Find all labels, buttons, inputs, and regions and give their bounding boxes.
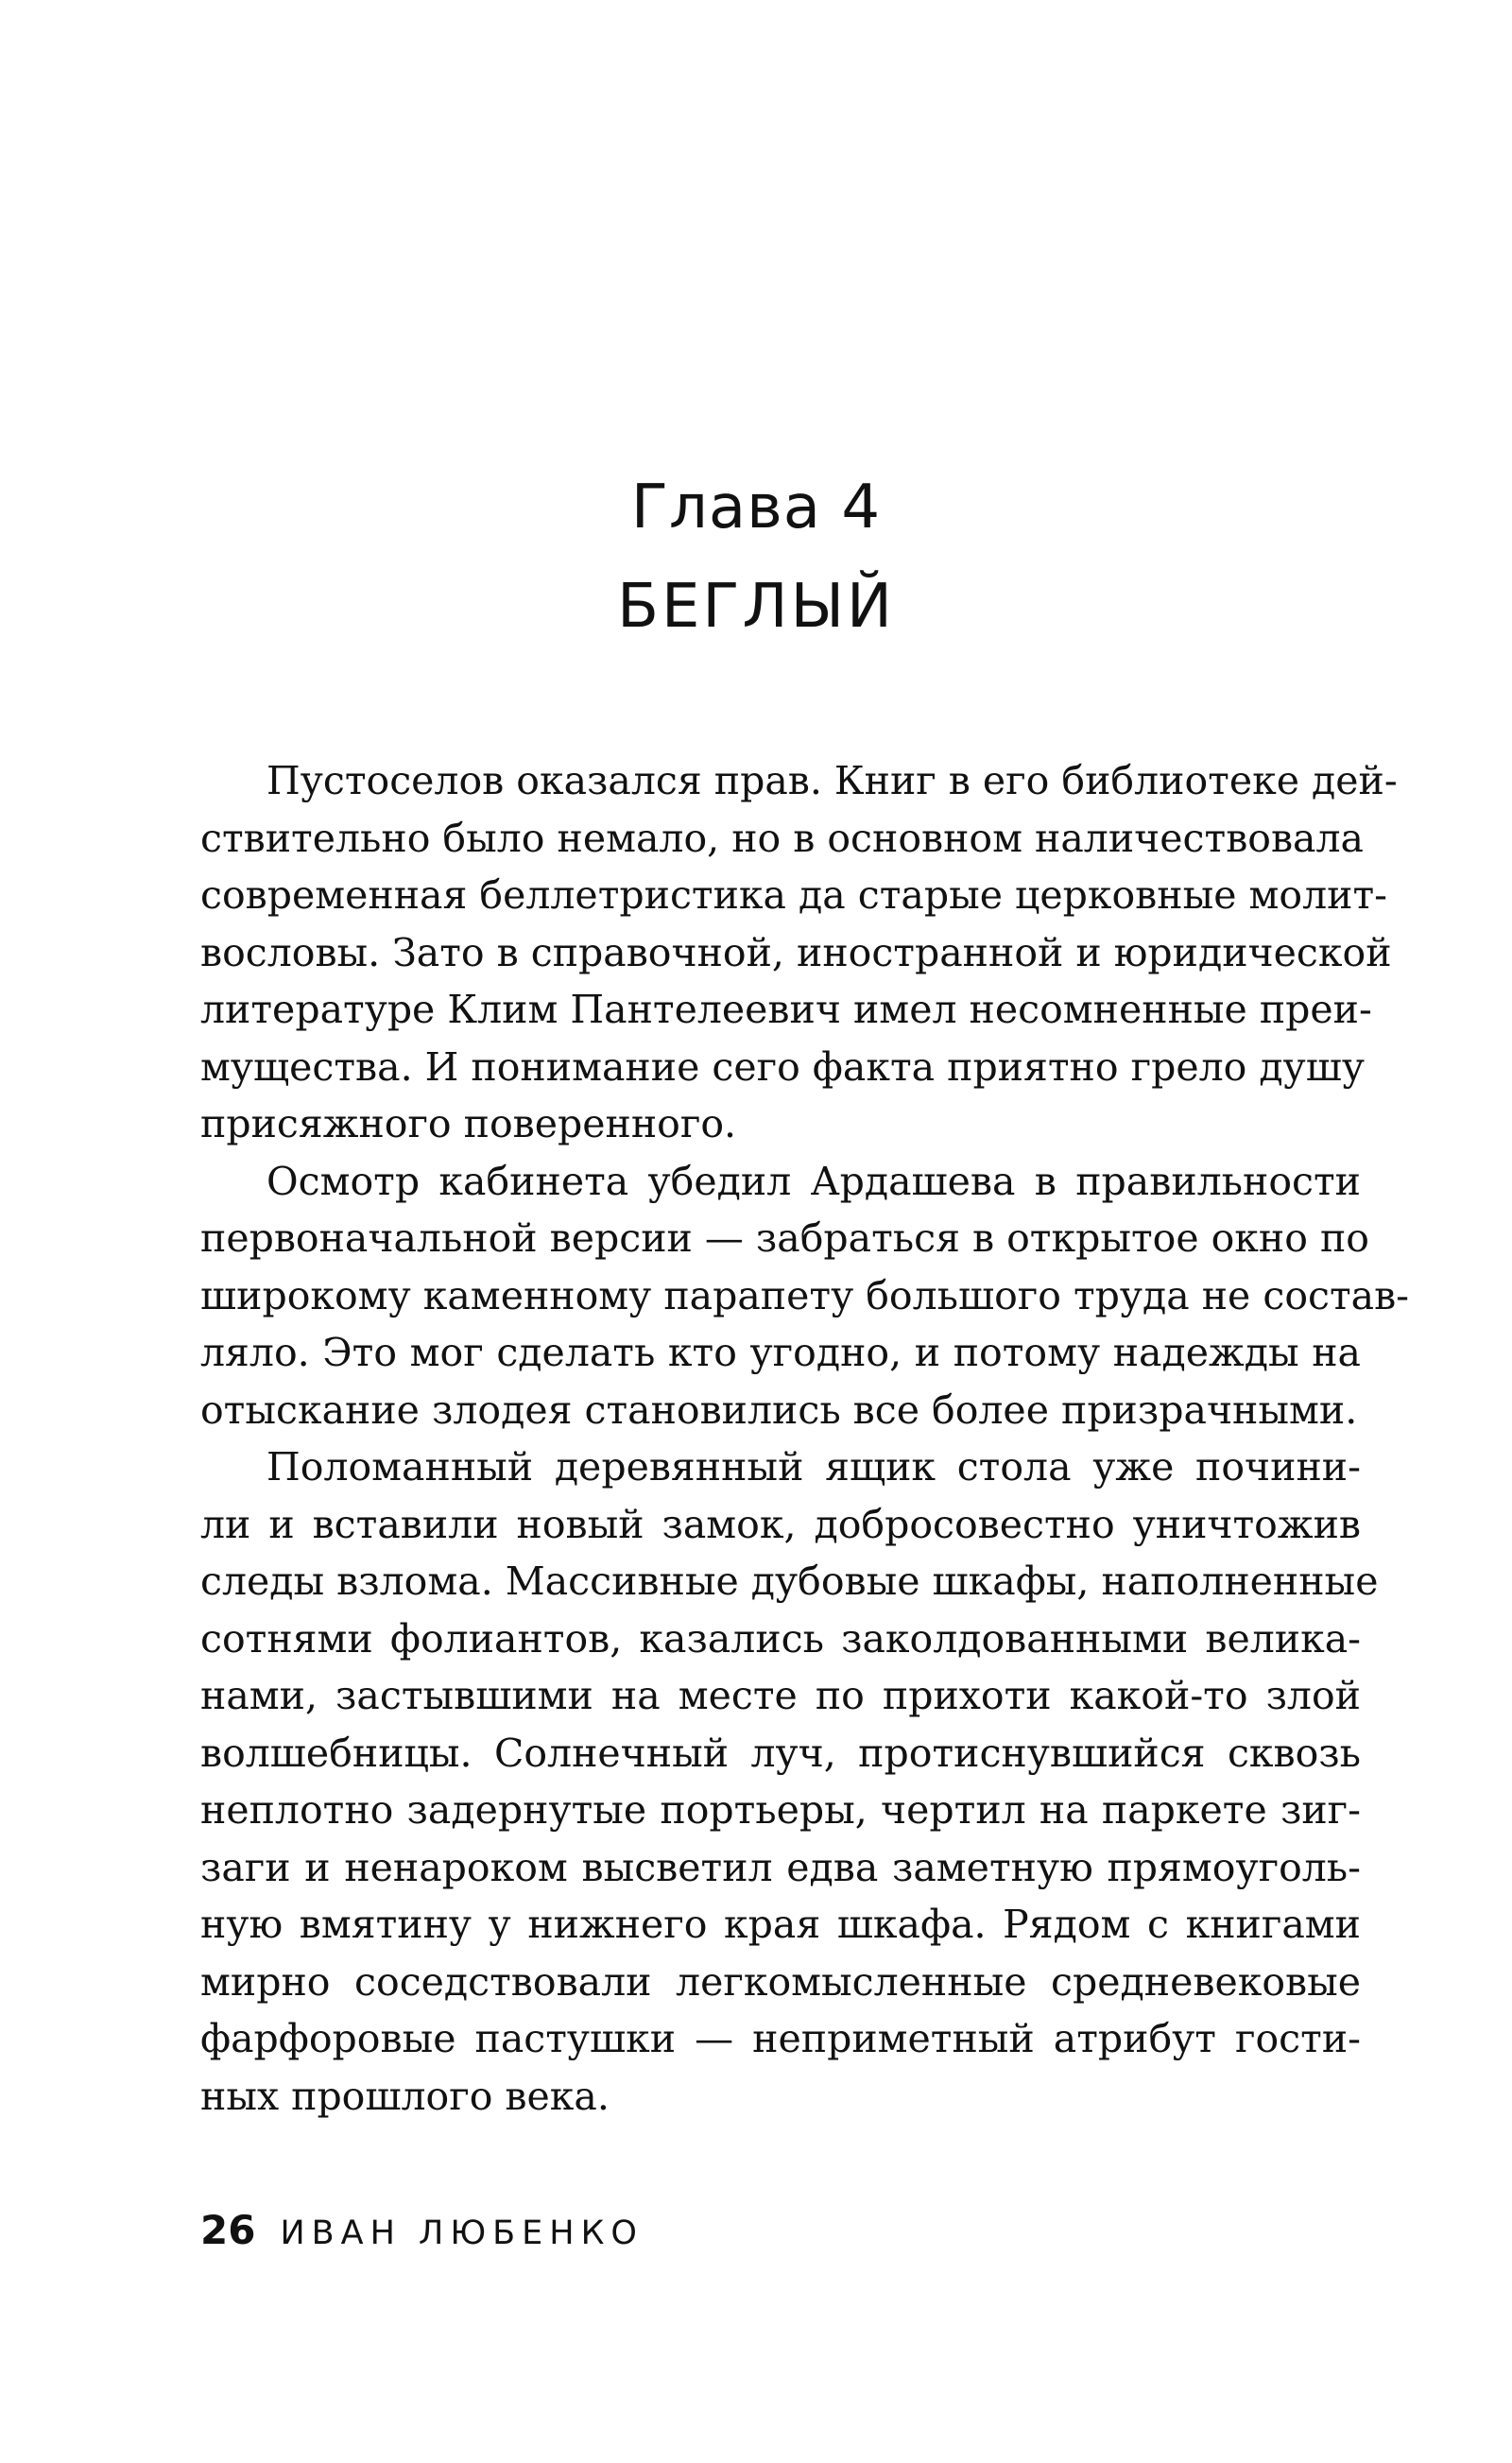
text-line: современная беллетристика да старые церковные молит- bbox=[200, 872, 1388, 918]
text-line: Осмотр кабинета убедил Ардашева в правильности bbox=[266, 1158, 1361, 1204]
chapter-title: БЕГЛЫЙ bbox=[617, 572, 895, 642]
text-line: фарфоровые пастушки — неприметный атрибут гости- bbox=[200, 2016, 1361, 2061]
chapter-body-text bbox=[200, 752, 1410, 2125]
text-line: мирно соседствовали легкомысленные средневековые bbox=[200, 1958, 1361, 2005]
text-line: Поломанный деревянный ящик стола уже почини- bbox=[266, 1444, 1361, 1490]
text-line: широкому каменному парапету большого труда не состав- bbox=[200, 1272, 1410, 1318]
running-head-author: ИВАН ЛЮБЕНКО bbox=[280, 2214, 644, 2252]
text-line: сотнями фолиантов, казались заколдованными велика- bbox=[200, 1615, 1361, 1662]
page-number: 26 bbox=[200, 2207, 256, 2253]
page-footer bbox=[200, 2202, 644, 2259]
chapter-number: Глава 4 bbox=[630, 473, 882, 543]
text-line: ных прошлого века. bbox=[200, 2073, 610, 2119]
text-line: первоначальной версии — забраться в открытое окно по bbox=[200, 1215, 1369, 1261]
text-line: вословы. Зато в справочной, иностранной и юридической bbox=[200, 929, 1392, 975]
text-line: волшебницы. Солнечный луч, протиснувшийся сквозь bbox=[200, 1730, 1361, 1776]
text-line: Пустоселов оказался прав. Книг в его библиотеке дей- bbox=[266, 758, 1398, 803]
text-line: ную вмятину у нижнего края шкафа. Рядом с книгами bbox=[200, 1902, 1361, 1947]
text-line: неплотно задернутые портьеры, чертил на паркете зиг- bbox=[200, 1787, 1361, 1833]
text-line: литературе Клим Пантелеевич имел несомненные преи- bbox=[200, 987, 1372, 1032]
text-line: ли и вставили новый замок, добросовестно уничтожив bbox=[200, 1501, 1361, 1547]
text-line: мущества. И понимание сего факта приятно грело душу bbox=[200, 1043, 1365, 1090]
text-line: следы взлома. Массивные дубовые шкафы, наполненные bbox=[200, 1559, 1379, 1604]
text-line: отыскание злодея становились все более призрачными. bbox=[200, 1387, 1358, 1433]
text-line: присяжного поверенного. bbox=[200, 1101, 737, 1146]
text-line: заги и ненароком высветил едва заметную прямоуголь- bbox=[200, 1844, 1361, 1890]
text-line: ляло. Это мог сделать кто угодно, и потому надежды на bbox=[200, 1330, 1361, 1375]
text-line: ствительно было немало, но в основном наличествовала bbox=[200, 815, 1364, 861]
text-line: нами, застывшими на месте по прихоти какой-то злой bbox=[200, 1673, 1361, 1718]
